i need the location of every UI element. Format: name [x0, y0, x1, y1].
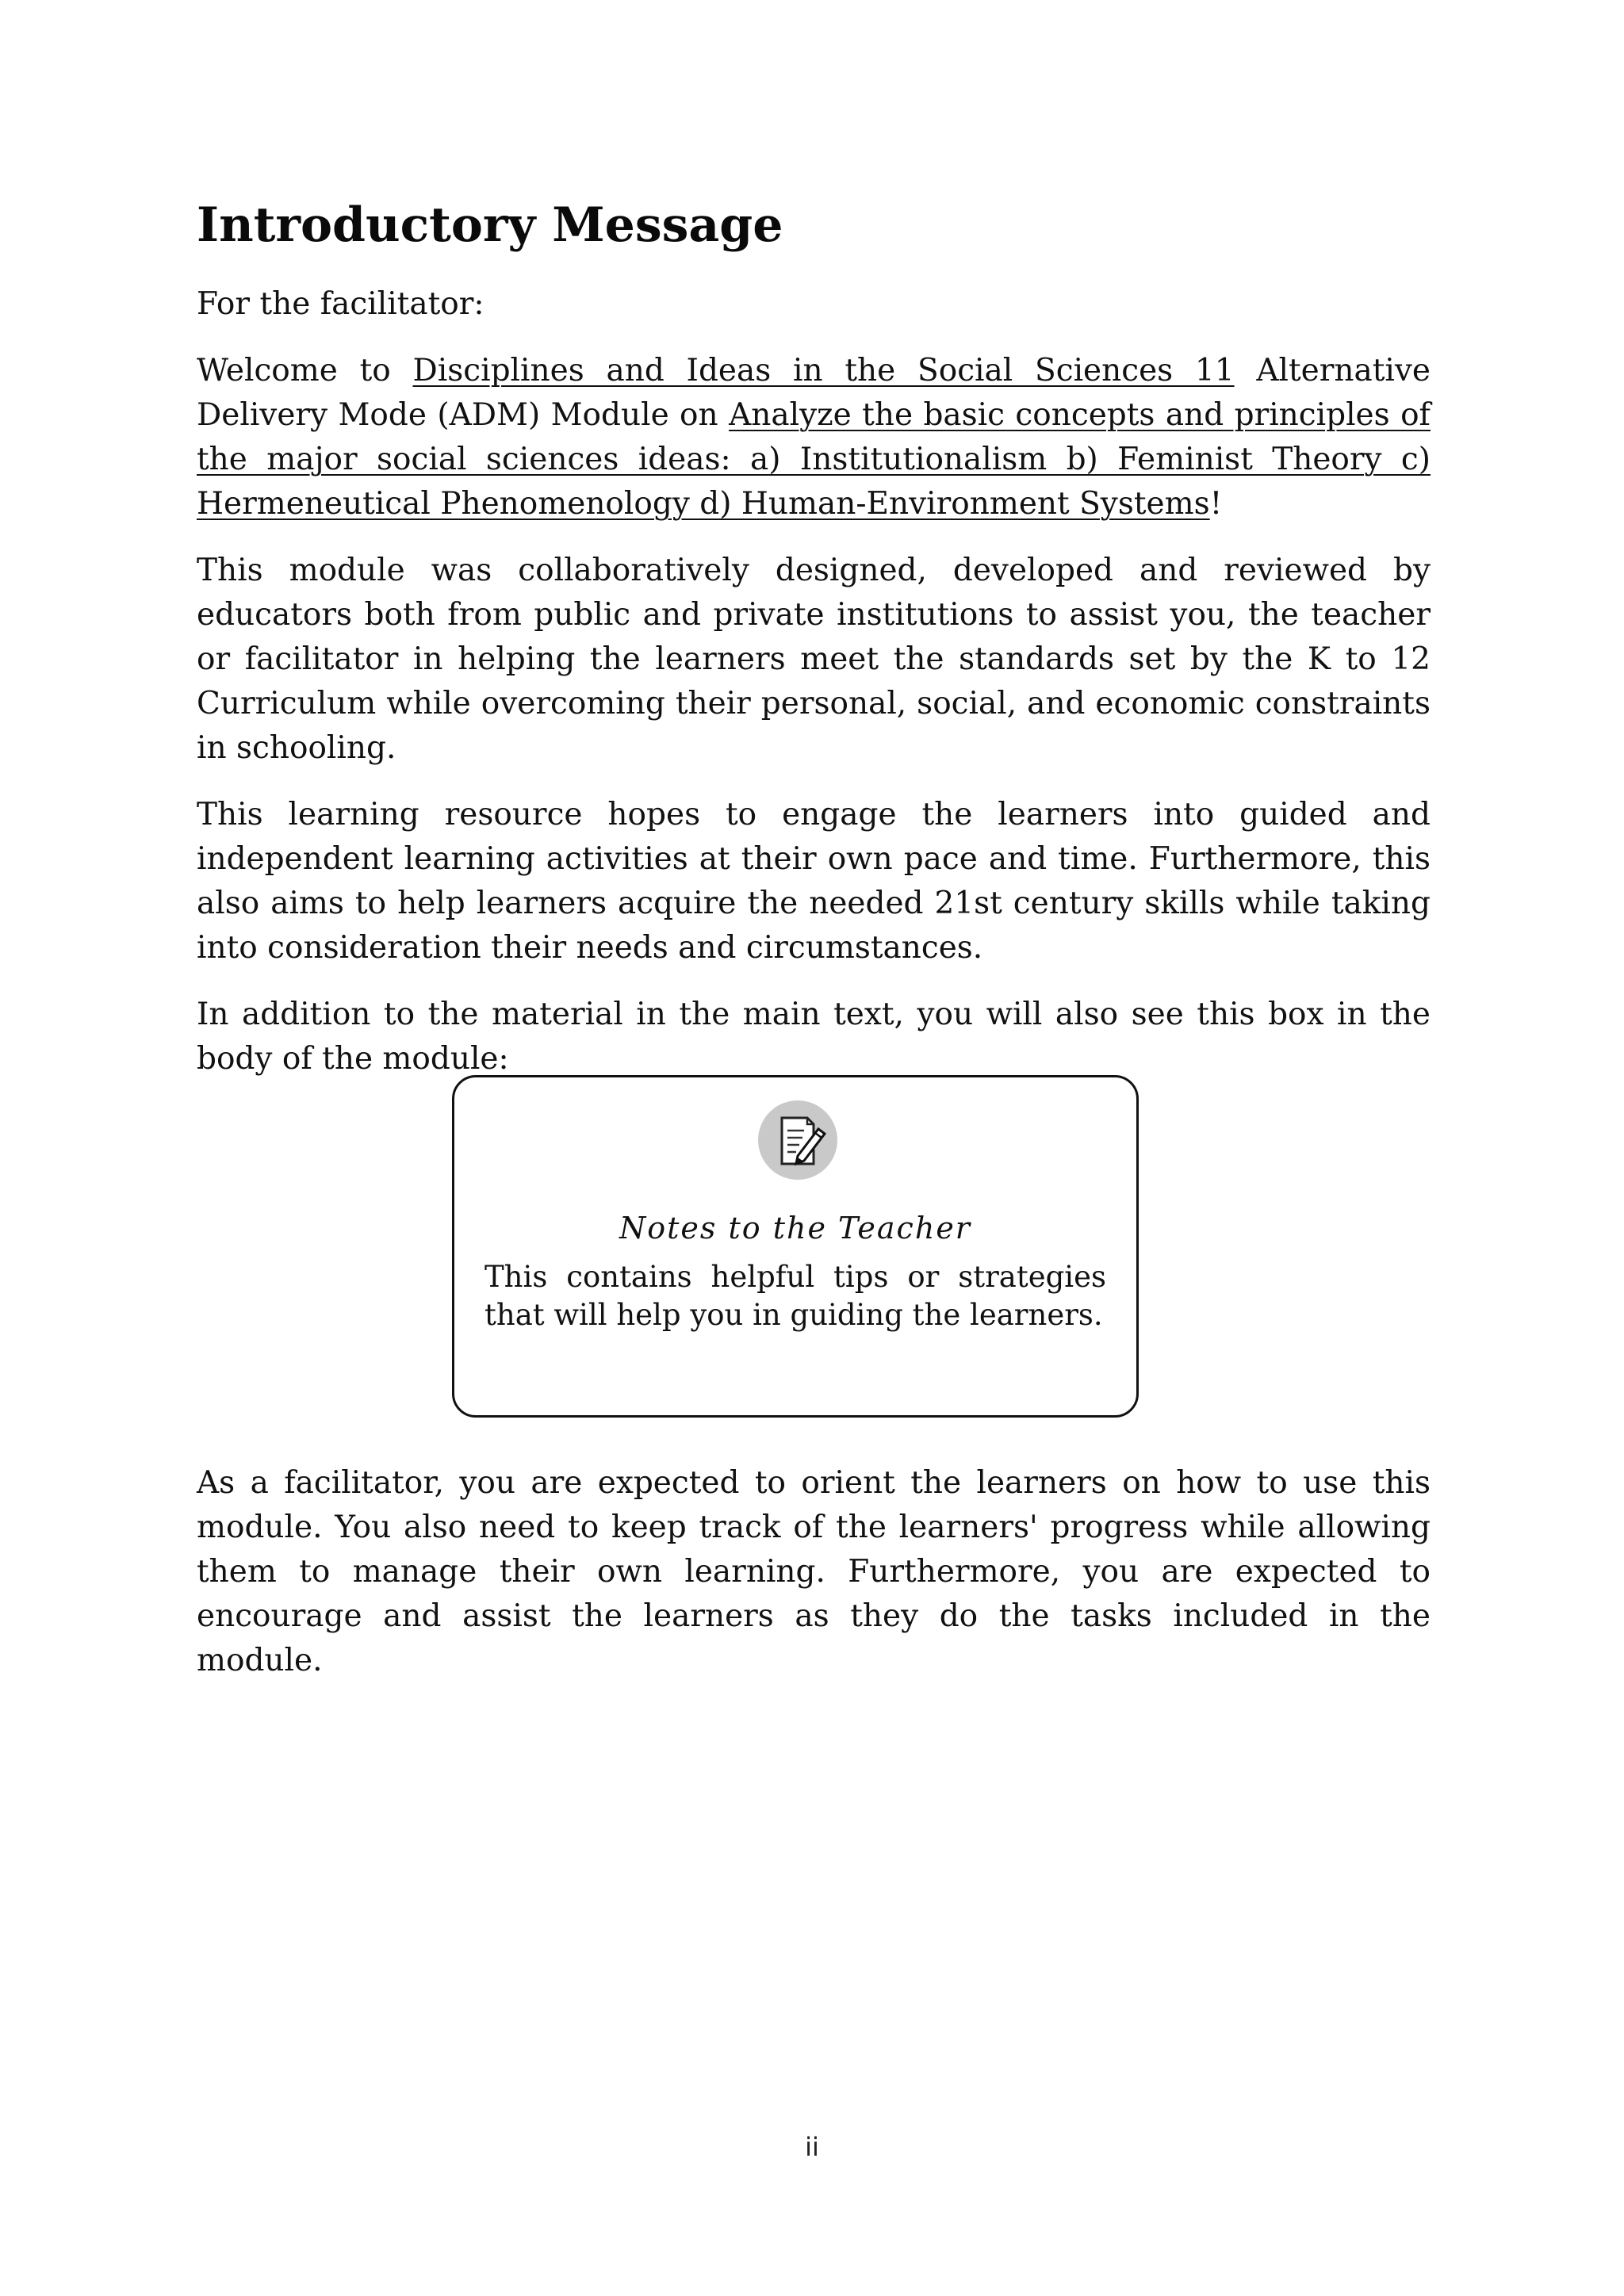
- page-content: [197, 197, 1431, 1104]
- resource-paragraph: This learning resource hopes to engage the learners into guided and independent learning activities at their own pace and time. Furthermore, this also aims to help learners acquire the needed 21st century skills while taking into consideration their needs and circumstances.: [197, 797, 1431, 966]
- course-title: Disciplines and Ideas in the Social Sciences 11: [412, 353, 1235, 388]
- page-number: ii: [805, 2132, 819, 2162]
- welcome-text-start: Welcome to: [197, 353, 413, 388]
- notepad-pencil-icon: [758, 1100, 837, 1180]
- welcome-paragraph: [197, 349, 1431, 526]
- page-title: Introductory Message: [197, 197, 783, 253]
- design-paragraph: This module was collaboratively designed, developed and reviewed by educators both from public and private institutions to assist you, the teacher or facilitator in helping the learners meet the standards set by the K to 12 Curriculum while overcoming their personal, social, and economic constraints in schooling.: [197, 553, 1431, 766]
- notes-to-teacher-box: [452, 1075, 1139, 1418]
- note-box-title: Notes to the Teacher: [619, 1211, 971, 1246]
- welcome-text-middle: Alternative Delivery Mode (ADM) Module on: [197, 353, 1431, 433]
- welcome-text-end: !: [1209, 486, 1223, 522]
- box-intro-paragraph: In addition to the material in the main text, you will also see this box in the body of the module:: [197, 997, 1431, 1077]
- module-topic: Analyze the basic concepts and principles of the major social sciences ideas: a) Institutionalism b) Feminist Theory c) Hermeneutical Phenomenology d) Human-Environment Systems: [197, 397, 1431, 522]
- after-box-section: [197, 1461, 1431, 1705]
- for-facilitator-label: For the facilitator:: [197, 286, 485, 322]
- note-box-body: This contains helpful tips or strategies that will help you in guiding the learners.: [485, 1260, 1106, 1332]
- facilitator-paragraph: As a facilitator, you are expected to orient the learners on how to use this module. You also need to keep track of the learners' progress while allowing them to manage their own learning. Furthermore, you are expected to encourage and assist the learners as they do the tasks included in the module.: [197, 1465, 1431, 1678]
